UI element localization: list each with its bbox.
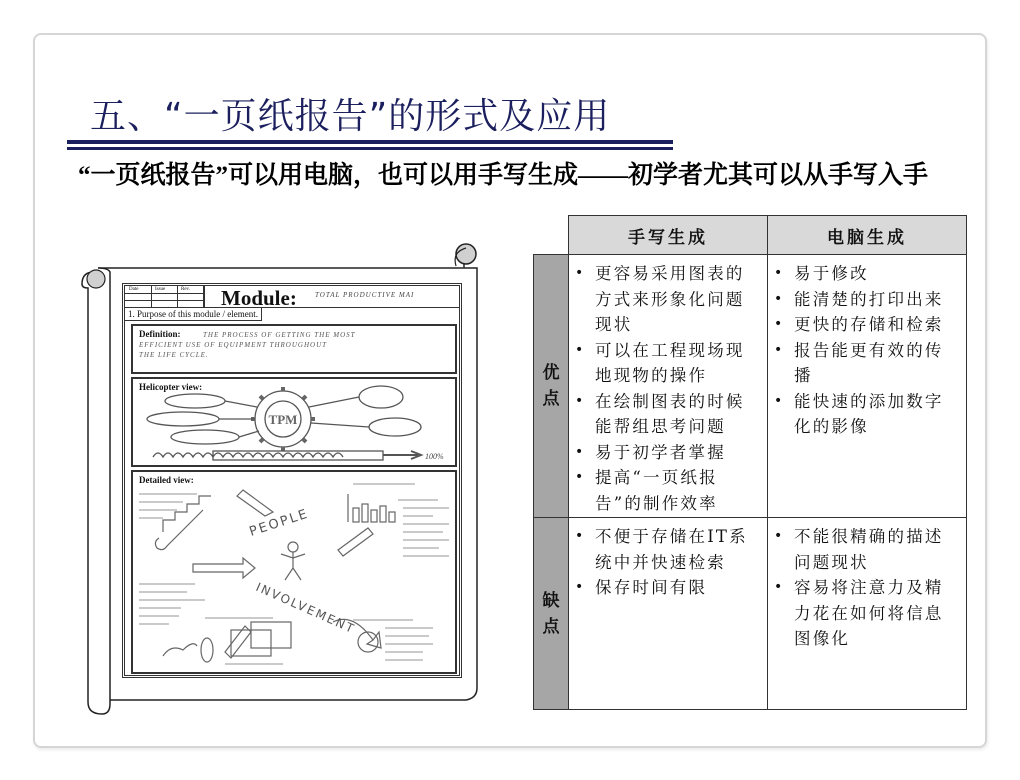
definition-line: THE LIFE CYCLE.: [139, 351, 209, 359]
definition-line: THE PROCESS OF GETTING THE MOST: [203, 331, 356, 339]
subtitle: “一页纸报告”可以用电脑，也可以用手写生成——初学者尤其可以从手写入手: [78, 162, 929, 189]
comparison-table: [533, 215, 967, 710]
list-item: • 不能很精确的描述问题现状: [772, 524, 962, 575]
column-header-handwritten: 手写生成: [569, 216, 768, 255]
list-item: • 提高“一页纸报告”的制作效率: [573, 465, 763, 516]
cell-advantages-computer: [768, 255, 967, 518]
svg-text:100%: 100%: [425, 452, 444, 461]
handwritten-report-sheet: [122, 283, 462, 678]
row-label-advantages: [534, 255, 569, 518]
list-item: • 可以在工程现场现地现物的操作: [573, 338, 763, 389]
title-underline-secondary: [67, 147, 673, 150]
table-row-disadvantages: [534, 518, 967, 710]
title-underline: [67, 140, 673, 144]
detailed-view-box: [131, 470, 457, 674]
list-item: • 不便于存储在IT系统中并快速检索: [573, 524, 763, 575]
definition-line: EFFICIENT USE OF EQUIPMENT THROUGHOUT: [139, 341, 328, 349]
people-involvement-sketch-icon: [133, 472, 455, 672]
module-subtitle: TOTAL PRODUCTIVE MAI: [315, 291, 415, 299]
row-label-disadvantages: [534, 518, 569, 710]
grid-label: Issue: [155, 287, 166, 292]
grid-label: Rev.: [181, 287, 190, 292]
tpm-gear-icon: [133, 379, 455, 465]
purpose-heading: 1. Purpose of this module / element.: [125, 308, 262, 321]
list-item: • 报告能更有效的传播: [772, 338, 962, 389]
bullet-list: [573, 524, 763, 601]
helicopter-view-box: [131, 377, 457, 467]
module-title: Module:: [221, 286, 297, 310]
list-item: • 容易将注意力及精力花在如何将信息图像化: [772, 575, 962, 652]
cell-disadvantages-handwritten: [569, 518, 768, 710]
list-item: • 更容易采用图表的方式来形象化问题现状: [573, 261, 763, 338]
grid-label: Date: [129, 287, 139, 292]
helicopter-label: Helicopter view:: [139, 382, 203, 392]
row-label-text: 优点: [542, 363, 560, 409]
list-item: • 易于修改: [772, 261, 962, 287]
bullet-list: [573, 261, 763, 516]
list-item: • 保存时间有限: [573, 575, 763, 601]
table-row-advantages: [534, 255, 967, 518]
cell-disadvantages-computer: [768, 518, 967, 710]
definition-label: Definition:: [139, 329, 181, 339]
list-item: • 在绘制图表的时候能帮组思考问题: [573, 389, 763, 440]
sheet-header: [125, 286, 459, 308]
table-header-row: [534, 216, 967, 255]
bullet-list: [772, 261, 962, 440]
bullet-list: [772, 524, 962, 652]
svg-text:INVOLVEMENT: INVOLVEMENT: [253, 579, 358, 637]
list-item: • 易于初学者掌握: [573, 440, 763, 466]
row-label-text: 缺点: [542, 590, 560, 637]
revision-grid: [125, 286, 205, 308]
detailed-label: Detailed view:: [139, 475, 194, 485]
svg-text:PEOPLE: PEOPLE: [247, 506, 311, 540]
table-corner-cell: [534, 216, 569, 255]
list-item: • 更快的存储和检索: [772, 312, 962, 338]
column-header-computer: 电脑生成: [768, 216, 967, 255]
list-item: • 能快速的添加数字化的影像: [772, 389, 962, 440]
page-title: 五、“一页纸报告”的形式及应用: [90, 96, 611, 137]
list-item: • 能清楚的打印出来: [772, 287, 962, 313]
cell-advantages-handwritten: [569, 255, 768, 518]
svg-text:TPM: TPM: [268, 412, 298, 427]
definition-box: [131, 324, 457, 374]
